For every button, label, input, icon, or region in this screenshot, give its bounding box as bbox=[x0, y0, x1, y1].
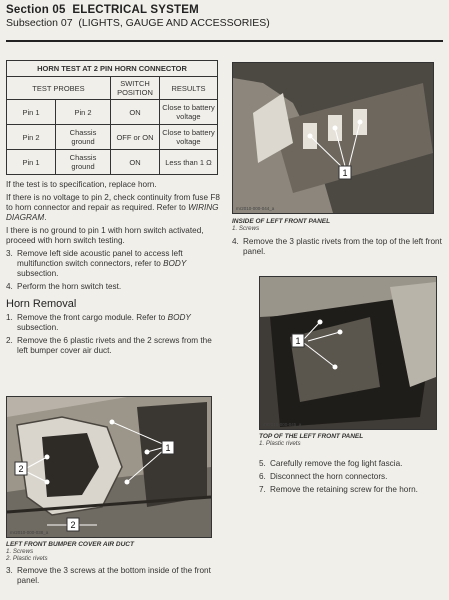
table-header-results: RESULTS bbox=[160, 77, 218, 100]
list-item bbox=[259, 485, 439, 495]
front-panel-top-illustration bbox=[260, 277, 436, 429]
table-header-switch: SWITCH POSITION bbox=[111, 77, 160, 100]
section-title-line bbox=[6, 4, 443, 16]
caption-item: 1. Plastic rivets bbox=[259, 440, 301, 447]
step-text: Remove the retaining screw for the horn. bbox=[270, 485, 418, 494]
steps-list-c bbox=[6, 566, 224, 586]
list-item bbox=[259, 472, 439, 482]
step-text: Remove the 3 plastic rivets from the top of the left front panel. bbox=[243, 237, 442, 256]
table-cell: Pin 2 bbox=[7, 125, 56, 150]
table-cell: OFF or ON bbox=[111, 125, 160, 150]
list-item bbox=[6, 282, 224, 292]
wiring-diagram-ref: WIRING DIAGRAM bbox=[6, 203, 219, 222]
horn-removal-heading: Horn Removal bbox=[6, 298, 77, 310]
paragraph-no-ground: I there is no ground to pin 1 with horn switch activated, proceed with horn switch testing. bbox=[6, 226, 204, 245]
paragraph-text: If there is no voltage to pin 2, check continuity from fuse F8 to horn connector and repair as required. Refer to bbox=[6, 193, 220, 212]
callout-1: 1 bbox=[342, 168, 348, 178]
subsection-prefix: Subsection bbox=[6, 17, 58, 29]
paragraph-no-voltage bbox=[6, 193, 224, 223]
section-title: ELECTRICAL SYSTEM bbox=[72, 4, 199, 16]
callout-2-left: 2 bbox=[18, 464, 24, 474]
figure-air-duct bbox=[6, 396, 212, 538]
list-item bbox=[259, 459, 439, 469]
table-title: HORN TEST AT 2 PIN HORN CONNECTOR bbox=[7, 61, 218, 77]
subsection-title-line bbox=[6, 17, 443, 29]
list-item bbox=[6, 249, 224, 279]
figure-code: mr2010-000-045_a bbox=[263, 422, 302, 427]
step-text: Remove left side acoustic panel to access left multifunction switch connectors, refer to bbox=[17, 249, 183, 268]
table-cell: Close to battery voltage bbox=[160, 100, 218, 125]
caption-item: 1. Screws bbox=[6, 548, 34, 555]
table-row bbox=[7, 125, 218, 150]
caption-title: LEFT FRONT BUMPER COVER AIR DUCT bbox=[6, 541, 134, 548]
front-panel-inside-illustration bbox=[233, 63, 433, 213]
table-cell: Chassis ground bbox=[56, 150, 111, 175]
table-cell: Less than 1 Ω bbox=[160, 150, 218, 175]
step-number: 3. bbox=[6, 566, 13, 575]
step-number: 1. bbox=[6, 313, 13, 322]
table-row bbox=[7, 100, 218, 125]
step-number: 6. bbox=[259, 472, 266, 481]
steps-list-a bbox=[6, 249, 224, 292]
left-column bbox=[6, 60, 224, 359]
paragraph-replace-horn: If the test is to specification, replace horn. bbox=[6, 180, 157, 189]
list-item bbox=[6, 313, 224, 333]
step-number: 7. bbox=[259, 485, 266, 494]
figure-air-duct-caption bbox=[6, 539, 224, 589]
figure-top-front-panel bbox=[259, 276, 437, 430]
step-number: 4. bbox=[232, 237, 239, 246]
step-text: subsection. bbox=[17, 323, 59, 332]
paragraph-text: . bbox=[44, 213, 47, 222]
steps-list-b bbox=[6, 313, 224, 356]
air-duct-illustration bbox=[7, 397, 211, 537]
caption-title: INSIDE OF LEFT FRONT PANEL bbox=[232, 218, 331, 225]
table-cell: ON bbox=[111, 100, 160, 125]
table-cell: Pin 2 bbox=[56, 100, 111, 125]
list-item bbox=[232, 237, 442, 257]
callout-1-right: 1 bbox=[165, 443, 171, 453]
steps-list-e bbox=[259, 459, 439, 495]
step-number: 3. bbox=[6, 249, 13, 258]
steps-list-d bbox=[232, 237, 442, 257]
body-ref: BODY bbox=[167, 313, 191, 322]
step-number: 4. bbox=[6, 282, 13, 291]
figure-inside-front-panel bbox=[232, 62, 434, 214]
horn-test-table bbox=[6, 60, 218, 175]
figure-inside-front-panel-caption bbox=[232, 216, 442, 260]
page-header bbox=[6, 4, 443, 29]
table-cell: Pin 1 bbox=[7, 150, 56, 175]
subsection-title: (LIGHTS, GAUGE AND ACCESSORIES) bbox=[78, 17, 270, 29]
list-item bbox=[6, 336, 224, 356]
step-text: Perform the horn switch test. bbox=[17, 282, 122, 291]
caption-title: TOP OF THE LEFT FRONT PANEL bbox=[259, 433, 364, 440]
callout-2-bottom: 2 bbox=[70, 520, 76, 530]
step-number: 5. bbox=[259, 459, 266, 468]
body-ref: BODY bbox=[163, 259, 187, 268]
caption-item: 1. Screws bbox=[232, 225, 260, 232]
table-row bbox=[7, 150, 218, 175]
subsection-number: 07 bbox=[60, 17, 73, 29]
table-header-probes: TEST PROBES bbox=[7, 77, 111, 100]
step-text: Disconnect the horn connectors. bbox=[270, 472, 388, 481]
section-prefix: Section bbox=[6, 4, 49, 16]
step-number: 2. bbox=[6, 336, 13, 345]
list-item bbox=[6, 566, 224, 586]
figure-code: mr2010-000-038_a bbox=[10, 530, 49, 535]
callout-1: 1 bbox=[295, 336, 301, 346]
step-text: Carefully remove the fog light fascia. bbox=[270, 459, 403, 468]
table-cell: Pin 1 bbox=[7, 100, 56, 125]
table-cell: Chassis ground bbox=[56, 125, 111, 150]
step-text: Remove the 3 screws at the bottom inside of the front panel. bbox=[17, 566, 211, 585]
table-cell: ON bbox=[111, 150, 160, 175]
table-cell: Close to battery voltage bbox=[160, 125, 218, 150]
caption-item: 2. Plastic rivets bbox=[6, 555, 48, 562]
header-rule bbox=[6, 40, 443, 42]
figure-top-front-panel-caption bbox=[259, 431, 439, 498]
step-text: subsection. bbox=[17, 269, 59, 278]
step-text: Remove the front cargo module. Refer to bbox=[17, 313, 168, 322]
section-number: 05 bbox=[52, 4, 66, 16]
figure-code: mr2010-000-044_a bbox=[236, 206, 275, 211]
step-text: Remove the 6 plastic rivets and the 2 screws from the left bumper cover air duct. bbox=[17, 336, 212, 355]
